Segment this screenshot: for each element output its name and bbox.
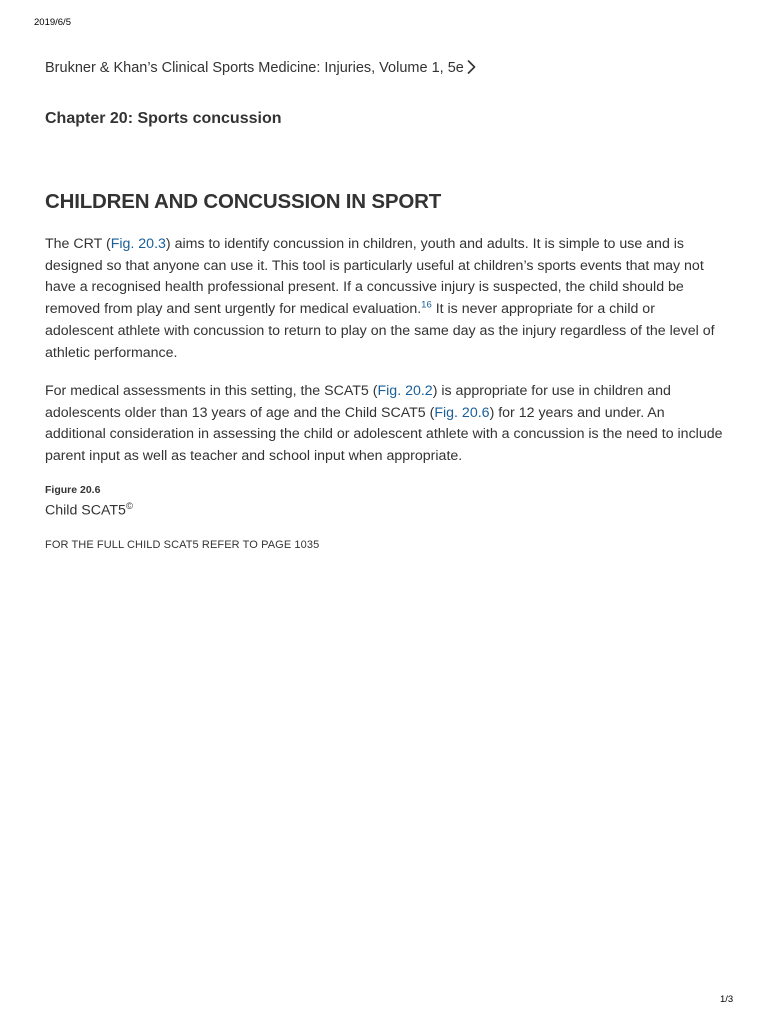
book-title-link[interactable] (45, 60, 476, 76)
chevron-right-icon (467, 60, 476, 74)
paragraph-2-text-a: For medical assessments in this setting, the SCAT5 ( (45, 383, 378, 399)
chapter-title: Chapter 20: Sports concussion (45, 110, 282, 127)
paragraph-1-text-c: It is never appropriate for a child or adolescent athlete with concussion to return to play on the same day as the injury regardless of the level of athletic performance. (45, 301, 715, 361)
section-heading: CHILDREN AND CONCUSSION IN SPORT (45, 190, 442, 213)
figure-note: FOR THE FULL CHILD SCAT5 REFER TO PAGE 1035 (45, 539, 320, 551)
page-number: 1/3 (720, 994, 734, 1005)
paragraph-2 (45, 381, 725, 468)
paragraph-2-text-c: ) for 12 years and under. An additional consideration in assessing the child or adolescent athlete with a concussion is the need to include parent input as well as teacher and school input when appropriate. (45, 404, 723, 465)
paragraph-1 (45, 234, 725, 364)
paragraph-2-text-b: ) is appropriate for use in children and adolescents older than 13 years of age and the Child SCAT5 ( (45, 383, 671, 421)
book-title-text: Brukner & Khan’s Clinical Sports Medicine: Injuries, Volume 1, 5e (45, 60, 464, 76)
figure-20-3-link[interactable]: Fig. 20.3 (110, 236, 166, 252)
figure-caption-text: Child SCAT5 (45, 502, 126, 519)
figure-caption (45, 501, 133, 519)
figure-label: Figure 20.6 (45, 484, 101, 496)
print-date: 2019/6/5 (34, 17, 71, 28)
paragraph-1-text-b: ) aims to identify concussion in children, youth and adults. It is simple to use and is designed so that anyone can use it. This tool is particularly useful at children’s sports events that may not have a recognised health professional present. If a concussive injury is suspected, the child should be removed from play and sent urgently for medical evaluation. (45, 236, 704, 318)
reference-16-link[interactable]: 16 (421, 299, 432, 311)
figure-20-2-link[interactable]: Fig. 20.2 (377, 383, 433, 399)
copyright-mark: © (125, 501, 133, 512)
paragraph-1-text-a: The CRT ( (45, 236, 111, 252)
figure-20-6-link[interactable]: Fig. 20.6 (434, 404, 490, 421)
